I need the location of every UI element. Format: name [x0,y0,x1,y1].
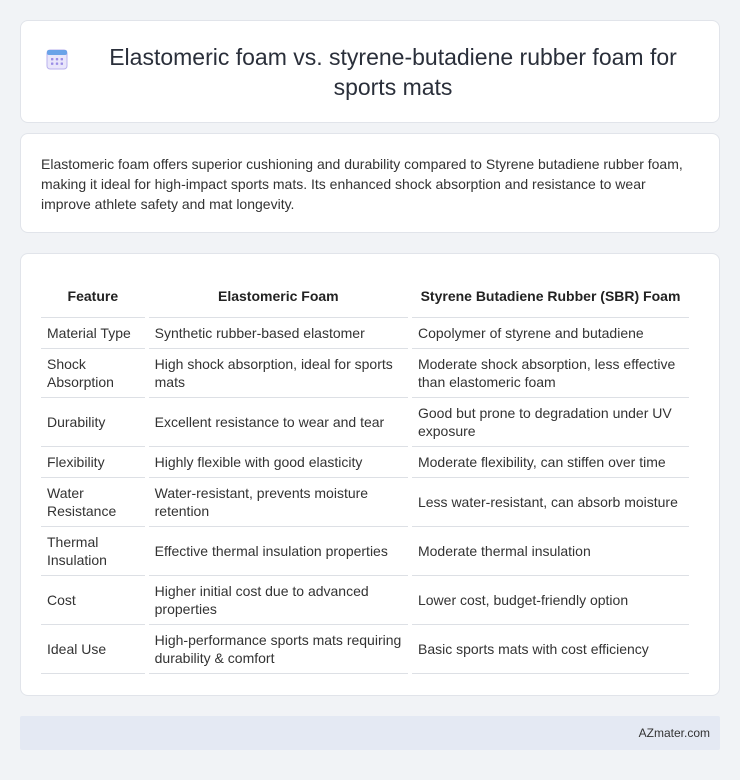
sbr-cell: Good but prone to degradation under UV exposure [412,398,689,447]
table-row [41,576,689,625]
table-row [41,447,689,478]
summary-text: Elastomeric foam offers superior cushioning and durability compared to Styrene butadiene rubber foam, making it ideal for high-impact sports mats. Its enhanced shock absorption and resistance to wear improve athlete safety and mat longevity. [41,156,683,212]
table-row [41,478,689,527]
title-wrap [45,42,695,102]
table-row [41,527,689,576]
elastomeric-cell: Water-resistant, prevents moisture retention [149,478,408,527]
table-row [41,349,689,398]
sbr-cell: Moderate thermal insulation [412,527,689,576]
elastomeric-cell: Effective thermal insulation properties [149,527,408,576]
comparison-table [37,276,693,674]
sbr-cell: Moderate shock absorption, less effective than elastomeric foam [412,349,689,398]
title-card [20,20,720,123]
elastomeric-cell: Higher initial cost due to advanced properties [149,576,408,625]
page-title: Elastomeric foam vs. styrene-butadiene rubber foam for sports mats [109,43,677,100]
feature-cell: Water Resistance [41,478,145,527]
elastomeric-cell: Synthetic rubber-based elastomer [149,318,408,349]
feature-cell: Cost [41,576,145,625]
sbr-cell: Basic sports mats with cost efficiency [412,625,689,674]
header-feature: Feature [41,276,145,318]
sbr-cell: Lower cost, budget-friendly option [412,576,689,625]
feature-cell: Ideal Use [41,625,145,674]
feature-cell: Thermal Insulation [41,527,145,576]
feature-cell: Durability [41,398,145,447]
feature-cell: Material Type [41,318,145,349]
summary-card [20,133,720,233]
calendar-icon [45,47,69,71]
sbr-cell: Copolymer of styrene and butadiene [412,318,689,349]
table-row [41,625,689,674]
elastomeric-cell: High-performance sports mats requiring durability & comfort [149,625,408,674]
comparison-table-card [20,253,720,696]
table-header-row [41,276,689,318]
elastomeric-cell: High shock absorption, ideal for sports mats [149,349,408,398]
sbr-cell: Less water-resistant, can absorb moisture [412,478,689,527]
footer-brand: AZmater.com [638,726,710,740]
header-elastomeric-foam: Elastomeric Foam [149,276,408,318]
header-sbr-foam: Styrene Butadiene Rubber (SBR) Foam [412,276,689,318]
elastomeric-cell: Highly flexible with good elasticity [149,447,408,478]
sbr-cell: Moderate flexibility, can stiffen over time [412,447,689,478]
table-row [41,398,689,447]
feature-cell: Flexibility [41,447,145,478]
feature-cell: Shock Absorption [41,349,145,398]
footer [20,716,720,750]
elastomeric-cell: Excellent resistance to wear and tear [149,398,408,447]
table-row [41,318,689,349]
